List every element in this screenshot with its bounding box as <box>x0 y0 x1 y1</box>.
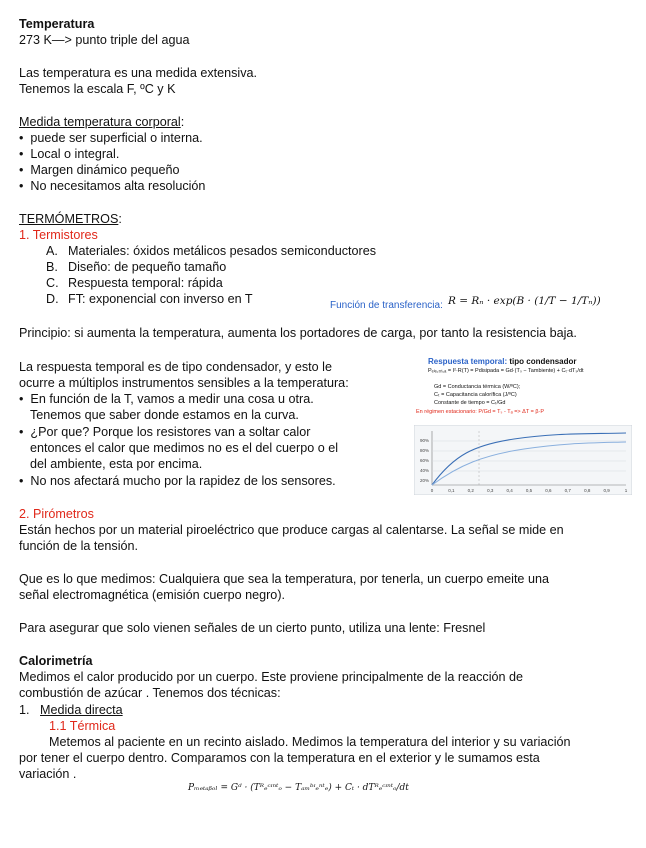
list-item: • puede ser superficial o interna. <box>19 131 203 145</box>
respuesta-intro-2: ocurre a múltiplos instrumentos sensibles a la temperatura: <box>19 376 349 390</box>
termistores-heading: 1. Termistores <box>19 228 98 242</box>
calorimetria-line-1: Medimos el calor producido por un cuerpo. Este proviene principalmente de la reacción de <box>19 670 524 684</box>
y-tick-label: 90% <box>419 438 429 443</box>
respuesta-temporal-figure <box>414 355 632 495</box>
y-tick-label: 20% <box>419 478 429 483</box>
termometros-heading <box>19 211 122 227</box>
corporal-heading <box>19 114 184 130</box>
calorimetria-para-2: por tener el cuerpo dentro. Comparamos con la temperatura en el exterior y le sumamos esta <box>19 751 540 765</box>
list-item-text: FT: exponencial con inverso en T <box>68 292 253 306</box>
calorimetria-line-2: combustión de azúcar . Tenemos dos técnicas: <box>19 686 281 700</box>
figure-steady-state: En régimen estacionario: P/Gd = Tₛ - Tₐ => ΔT = β·P <box>416 409 545 415</box>
x-tick-label: 0,5 <box>525 488 533 493</box>
y-tick-label: 60% <box>419 458 429 463</box>
list-item-text: Respuesta temporal: rápida <box>68 276 223 290</box>
x-tick-label: 0,3 <box>487 488 494 493</box>
termica-subheading: 1.1 Térmica <box>49 719 116 733</box>
calorimetria-para-3: variación . <box>19 767 77 781</box>
list-item: • ¿Por que? Porque los resistores van a soltar calor <box>19 425 311 439</box>
list-item: • No necesitamos alta resolución <box>19 179 206 193</box>
figure-ct-definition: Cₜ = Capacitancia calorífica (J/ºC) <box>434 392 517 398</box>
termometros-heading-text: TERMÓMETROS <box>19 212 119 226</box>
figure-time-constant: Constante de tiempo = Cₜ/Gd <box>434 400 506 406</box>
transfer-function-label: Función de transferencia: <box>330 300 443 311</box>
sub-letter: C. <box>46 276 59 290</box>
corporal-bullet-text: No necesitamos alta resolución <box>30 179 206 193</box>
y-tick-label: 80% <box>419 448 429 453</box>
principio-line: Principio: si aumenta la temperatura, aumenta los portadores de carga, por tanto la resistencia baja. <box>19 326 577 340</box>
list-item: • No nos afectará mucho por la rapidez de los sensores. <box>19 474 336 488</box>
list-item <box>46 259 58 275</box>
list-item <box>46 291 59 307</box>
calorimetria-para-1: Metemos al paciente en un recinto aislado. Medimos la temperatura del interior y su variación <box>49 735 571 749</box>
list-item-text: Diseño: de pequeño tamaño <box>68 260 227 274</box>
metabolic-power-formula: Pₘₑₜₐᵦₒₗ = Gᵈ · (Tᴿₑᶜᶦⁿᵗₒ − Tₐₘᵇᶦₑⁿᵗₑ) + Cₜ · dTᴿₑᶜᶦⁿᵗₒ/dt <box>188 783 409 793</box>
sub-letter: B. <box>46 260 58 274</box>
x-tick-label: 0 <box>430 488 434 493</box>
x-tick-label: 0,4 <box>506 488 513 493</box>
corporal-bullet-text: Margen dinámico pequeño <box>30 163 180 177</box>
x-tick-label: 0,1 <box>448 488 455 493</box>
bullet-continuation: del ambiente, esta por encima. <box>30 457 203 471</box>
calorimetria-heading: Calorimetría <box>19 654 93 668</box>
bullet-continuation: entonces el calor que medimos no es el del cuerpo o el <box>30 441 339 455</box>
bullet-text: En función de la T, vamos a medir una cosa u otra. <box>30 392 314 406</box>
figure-title-blue: Respuesta temporal: <box>428 357 508 366</box>
pirometros-heading: 2. Pirómetros <box>19 507 94 521</box>
sub-letter: D. <box>46 292 59 306</box>
figure-gd-definition: Gd = Conductancia térmica (W/ºC); <box>434 384 521 390</box>
sub-letter: A. <box>46 244 58 258</box>
calorimetria-item-1 <box>19 702 123 718</box>
pirometros-line-3: Que es lo que medimos: Cualquiera que sea la temperatura, por tenerla, un cuerpo emeite una <box>19 572 549 586</box>
figure-power-formula: Pₑₗₑ꜀ₜᵣᵢ꜀ₐ = I²·R(T) = Pdisipada = Gd·(Tₛ − Tambiente) + Cₜ·dTₛ/dt <box>428 368 584 374</box>
x-tick-label: 0,9 <box>603 488 610 493</box>
list-item: • En función de la T, vamos a medir una cosa u otra. <box>19 392 314 406</box>
y-tick-label: 40% <box>419 468 429 473</box>
bullet-continuation: Tenemos que saber donde estamos en la curva. <box>30 408 299 422</box>
corporal-heading-colon: : <box>180 115 185 129</box>
section-title-temperatura: Temperatura <box>19 17 95 31</box>
x-tick-label: 0,6 <box>545 488 552 493</box>
transfer-function-formula: R = Rₙ · exp(B · (1/T − 1/Tₙ)) <box>448 295 601 307</box>
corporal-bullet-text: Local o integral. <box>30 147 120 161</box>
extensive-line: Las temperatura es una medida extensiva. <box>19 66 258 80</box>
figure-title-black: tipo condensador <box>509 357 577 366</box>
bullet-text: No nos afectará mucho por la rapidez de los sensores. <box>30 474 336 488</box>
list-item <box>46 275 59 291</box>
list-item <box>46 243 58 259</box>
pirometros-line-5: Para asegurar que solo vienen señales de un cierto punto, utiliza una lente: Fresnel <box>19 621 486 635</box>
x-tick-label: 0,7 <box>564 488 571 493</box>
triple-point-line: 273 K—> punto triple del agua <box>19 33 190 47</box>
response-curve-graph <box>414 425 632 495</box>
respuesta-intro-1: La respuesta temporal es de tipo condensador, y esto le <box>19 360 332 374</box>
figure-title <box>428 357 577 366</box>
x-tick-label: 0,8 <box>584 488 591 493</box>
corporal-bullet-text: puede ser superficial o interna. <box>30 131 203 145</box>
list-item: • Local o integral. <box>19 147 120 161</box>
list-item: • Margen dinámico pequeño <box>19 163 180 177</box>
pirometros-line-4: señal electromagnética (emisión cuerpo negro). <box>19 588 286 602</box>
termometros-heading-colon: : <box>118 212 122 226</box>
list-item-text: Materiales: óxidos metálicos pesados semiconductores <box>68 244 376 258</box>
scales-line: Tenemos la escala F, ºC y K <box>19 82 176 96</box>
item-label: Medida directa <box>40 703 123 717</box>
x-tick-label: 0,2 <box>467 488 474 493</box>
x-tick-label: 1 <box>624 488 628 493</box>
bullet-text: ¿Por que? Porque los resistores van a soltar calor <box>30 425 311 439</box>
corporal-heading-text: Medida temperatura corporal <box>19 115 181 129</box>
item-number: 1. <box>19 703 30 717</box>
pirometros-line-1: Están hechos por un material piroeléctrico que produce cargas al calentarse. La señal se mide en <box>19 523 564 537</box>
pirometros-line-2: función de la tensión. <box>19 539 139 553</box>
